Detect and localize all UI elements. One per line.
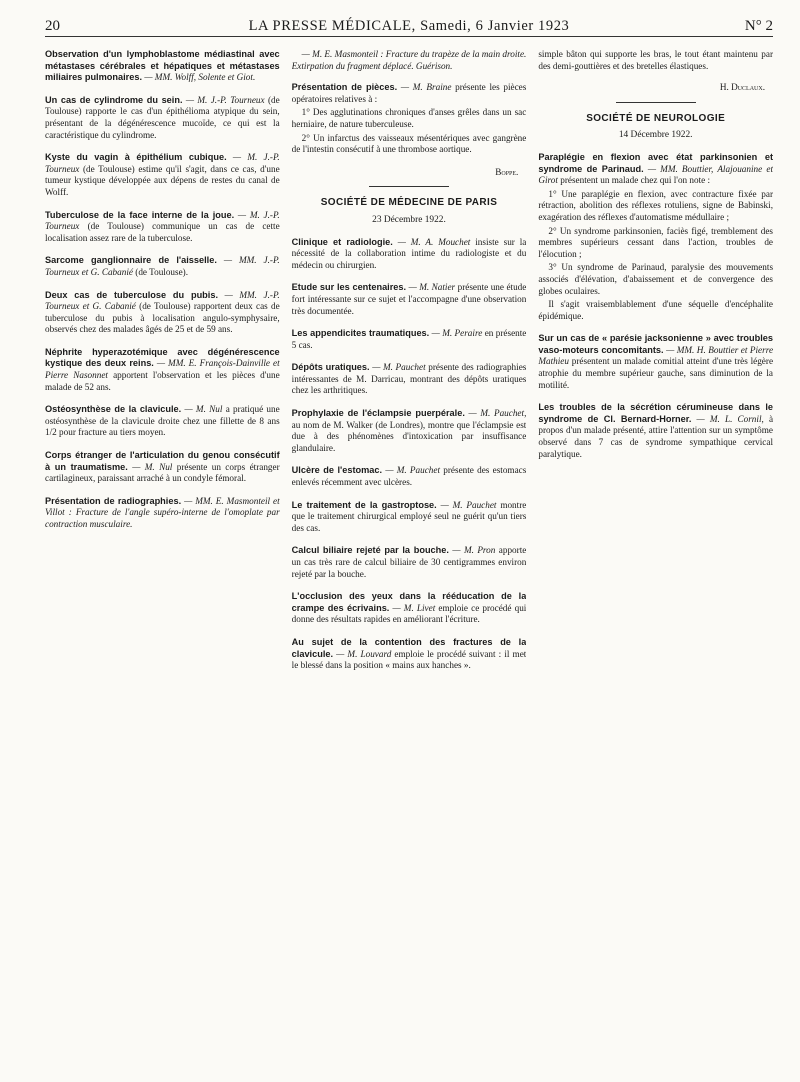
article-body: présente une étude fort intéressante sur ce sujet et l'accompagne d'une observation très documentée. [291, 282, 527, 316]
article-heading: Ostéosynthèse de la clavicule. [45, 404, 182, 415]
article-authors: — M. Nul [184, 404, 223, 415]
article-entry [292, 362, 527, 397]
article-authors: — MM. J.-P. Tourneux et G. Cabanié [45, 255, 280, 277]
article-body: (de Toulouse) rapportent deux cas de tuberculose du pubis à localisation angulo-symphysaire, observés chez des malades âgés de 25 et de 59 ans. [45, 301, 280, 335]
article-heading: Présentation de radiographies. [45, 495, 182, 506]
list-item: 3° Un syndrome de Parinaud, paralysie des mouvements associés d'élévation, d'abaissement et de convergence des globes oculaires. [538, 262, 773, 296]
article-heading: Tuberculose de la face interne de la joue. [45, 209, 235, 220]
article-authors: — M. Pauchet [440, 499, 497, 510]
continued-text: — M. E. Masmonteil : Fracture du trapèze de la main droite. Extirpation du fragment déplacé. Guérison. [291, 49, 527, 71]
article-entry [45, 210, 280, 245]
article-authors: — M. Peraire [431, 328, 483, 339]
article-authors: — M. Pron [452, 545, 496, 556]
article-body: emploie le procédé suivant : il met le blessé dans la position « mains aux hanches ». [291, 648, 527, 671]
article-entry [45, 95, 280, 141]
continued-text: simple bâton qui supporte les bras, le tout étant maintenu par des demi-gouttières et des bretelles élastiques. [538, 49, 773, 71]
article-authors: — M. Natier [408, 282, 456, 293]
article-authors: — MM. J.-P. Tourneux et G. Cabanié [45, 289, 280, 312]
article-entry [45, 152, 280, 198]
article-entry [292, 82, 527, 156]
section-divider [369, 186, 449, 187]
article-body: présentent un malade comitial atteint d'une très légère atrophie du membre supérieur gauche, sans diminution de la motilité. [538, 356, 773, 390]
article-entry [45, 49, 280, 84]
article-entry [292, 591, 527, 626]
signature: Boppe. [495, 166, 519, 177]
article-authors: — MM. E. François-Dainville et Pierre Nasonnet [45, 358, 280, 381]
list-item: 2° Un syndrome parkinsonien, faciès figé, tremblement des membres supérieurs cessant dans l'action, troubles de l'élocution ; [538, 225, 773, 259]
article-body: apporte un cas très rare de calcul biliaire de 30 centigrammes environ rejeté par la bouche. [291, 545, 527, 579]
column-1 [45, 49, 280, 1077]
list-item: 1° Des agglutinations chroniques d'anses grêles dans un sac herniaire, de nature tuberculeuse. [291, 107, 527, 129]
article-heading: Sur un cas de « parésie jacksonienne » avec troubles vaso-moteurs concomitants. [538, 333, 773, 355]
article-entry [538, 402, 773, 460]
list-item: 2° Un infarctus des vaisseaux mésentériques avec gangrène de l'intestin consécutif à une thrombose aortique. [291, 132, 527, 155]
article-heading: Observation d'un lymphoblastome médiastinal avec métastases cérébrales et hépatiques et métastases miliaires pulmonaires. [45, 49, 280, 83]
article-body: : Fracture de l'angle supéro-interne de l'omoplate par contraction musculaire. [45, 507, 280, 529]
article-authors: — M. Pauchet [468, 408, 525, 419]
article-authors: — M. Nul [132, 461, 173, 472]
article-heading: Sarcome ganglionnaire de l'aisselle. [45, 255, 217, 266]
article-entry [45, 290, 280, 336]
article-entry [292, 637, 527, 672]
article-authors: — MM. E. Masmonteil et Villot [45, 495, 280, 518]
article-authors: — M. J.-P. Tourneux [185, 94, 265, 105]
article-heading: Paraplégie en flexion avec état parkinsonien et syndrome de Parinaud. [538, 151, 773, 174]
article-heading: Prophylaxie de l'éclampsie puerpérale. [291, 408, 465, 419]
article-entry [45, 347, 280, 393]
article-heading: Corps étranger de l'articulation du genou consécutif à un traumatisme. [45, 450, 280, 472]
list-item: 1° Une paraplégie en flexion, avec contracture fixée par rétraction, abolition des réflexes rotuliens, signe de Babinski, exagération des réflexes d'automatisme médullaire ; [538, 188, 773, 222]
article-body: emploie ce procédé qui donne des résultats rapides en améliorant l'écriture. [291, 602, 527, 625]
article-authors: — M. Pauchet [385, 465, 441, 476]
article-heading: Présentation de pièces. [291, 82, 398, 93]
article-body: montre que le traitement chirurgical employé seul ne guérit qu'un tiers des cas. [291, 499, 527, 533]
article-authors: — M. J.-P. Tourneux [45, 209, 280, 232]
section-date: 23 Décembre 1922. [372, 214, 446, 225]
section-divider [616, 102, 696, 103]
article-heading: Néphrite hyperazotémique avec dégénérescence kystique des deux reins. [45, 346, 280, 369]
signature: H. Duclaux. [719, 82, 766, 93]
journal-title: LA PRESSE MÉDICALE, Samedi, 6 Janvier 1923 [248, 18, 570, 34]
article-body: en présente 5 cas. [291, 328, 527, 350]
article-entry [292, 237, 527, 272]
article-authors: — M. Livet [392, 602, 436, 613]
running-head [45, 14, 773, 37]
section-title: SOCIÉTÉ DE NEUROLOGIE [586, 112, 726, 124]
article-authors: — MM. Wolff, Solente et Giot. [144, 72, 256, 83]
article-body: présentent un malade chez qui l'on note : [560, 175, 711, 186]
column-2 [292, 49, 527, 1077]
section-date: 14 Décembre 1922. [618, 130, 693, 141]
article-authors: — MM. Bouttier, Alajouanine et Girot [538, 163, 773, 186]
article-entry [292, 500, 527, 535]
article-authors: — M. L. Cornil [696, 413, 762, 424]
text-columns [45, 49, 773, 1077]
article-body: insiste sur la nécessité de la collaboration intime du radiologiste et du médecin ou chirurgien. [291, 236, 527, 270]
article-body: (de Toulouse). [135, 266, 189, 277]
article-heading: Etude sur les centenaires. [291, 282, 407, 293]
article-body: , à propos d'un malade présenté, attire l'attention sur un symptôme observé dans 7 cas de syndrome sympathique cervical paralytique. [538, 413, 773, 459]
article-heading: Au sujet de la contention des fractures de la clavicule. [291, 636, 527, 659]
article-entry [292, 545, 527, 580]
article-authors: — MM. H. Bouttier et Pierre Mathieu [538, 344, 773, 367]
article-heading: Un cas de cylindrome du sein. [45, 94, 183, 105]
article-heading: Calcul biliaire rejeté par la bouche. [291, 545, 449, 556]
article-body: (de Toulouse) communique un cas de cette localisation assez rare de la tuberculose. [45, 221, 280, 243]
page-number: 20 [45, 18, 60, 34]
article-body-extra: Il s'agit vraisemblablement d'une séquelle d'encéphalite épidémique. [538, 299, 773, 321]
article-body: , au nom de M. Walker (de Londres), montre que l'éclampsie est due à des phénomènes d'intoxication par insuffisance glandulaire. [291, 408, 527, 453]
article-body: (de Toulouse) rapporte le cas d'un épithélioma atypique du sein, présentant de la dégénérescence mucoïde, ce qui est la caractéristique du cylindrome. [45, 94, 280, 140]
article-authors: — M. Pauchet [372, 362, 426, 373]
article-heading: Le traitement de la gastroptose. [291, 499, 437, 510]
article-body: présente des radiographies intéressantes de M. Darricau, montrant des dépôts uratiques chez les arthritiques. [291, 362, 527, 396]
article-body: présente un corps étranger cartilagineux, paraissant arraché à un condyle fémoral. [45, 461, 280, 484]
article-entry [292, 465, 527, 488]
article-entry [292, 408, 527, 454]
article-entry [292, 282, 527, 317]
article-heading: Clinique et radiologie. [291, 236, 393, 247]
article-authors: — M. J.-P. Tourneux [45, 152, 280, 174]
article-authors: — M. Louvard [336, 648, 392, 659]
article-heading: L'occlusion des yeux dans la rééducation de la crampe des écrivains. [291, 591, 527, 613]
article-entry [45, 255, 280, 278]
article-heading: Les troubles de la sécrétion cérumineuse dans le syndrome de Cl. Bernard-Horner. [538, 402, 773, 424]
article-authors: — M. A. Mouchet [397, 236, 471, 247]
article-heading: Deux cas de tuberculose du pubis. [45, 289, 219, 300]
article-body: a pratiqué une ostéosynthèse de la clavicule droite chez une fillette de 8 ans 1/2 pour fracture au tiers moyen. [45, 404, 280, 438]
article-body: présente des estomacs enlevés récemment avec ulcères. [291, 465, 527, 488]
article-heading: Ulcère de l'estomac. [291, 465, 383, 476]
article-body: présente les pièces opératoires relatives à : [291, 82, 527, 104]
article-heading: Dépôts uratiques. [291, 362, 370, 373]
article-entry [45, 450, 280, 485]
article-entry [45, 404, 280, 439]
article-body: apportent l'observation et les pièces d'une malade de 52 ans. [45, 370, 280, 392]
section-title: SOCIÉTÉ DE MÉDECINE DE PARIS [320, 197, 498, 209]
article-entry [292, 328, 527, 351]
article-entry [538, 333, 773, 391]
article-entry [45, 496, 280, 531]
article-heading: Kyste du vagin à épithélium cubique. [45, 152, 227, 163]
article-authors: — M. Braine [400, 82, 452, 93]
column-3 [538, 49, 773, 1077]
article-body: (de Toulouse) estime qu'il s'agit, dans ce cas, d'une tumeur kystique développée aux dépens de restes du canal de Wolff. [45, 163, 280, 197]
issue-number: N° 2 [744, 18, 773, 34]
article-heading: Les appendicites traumatiques. [291, 328, 430, 339]
article-entry [538, 152, 773, 322]
